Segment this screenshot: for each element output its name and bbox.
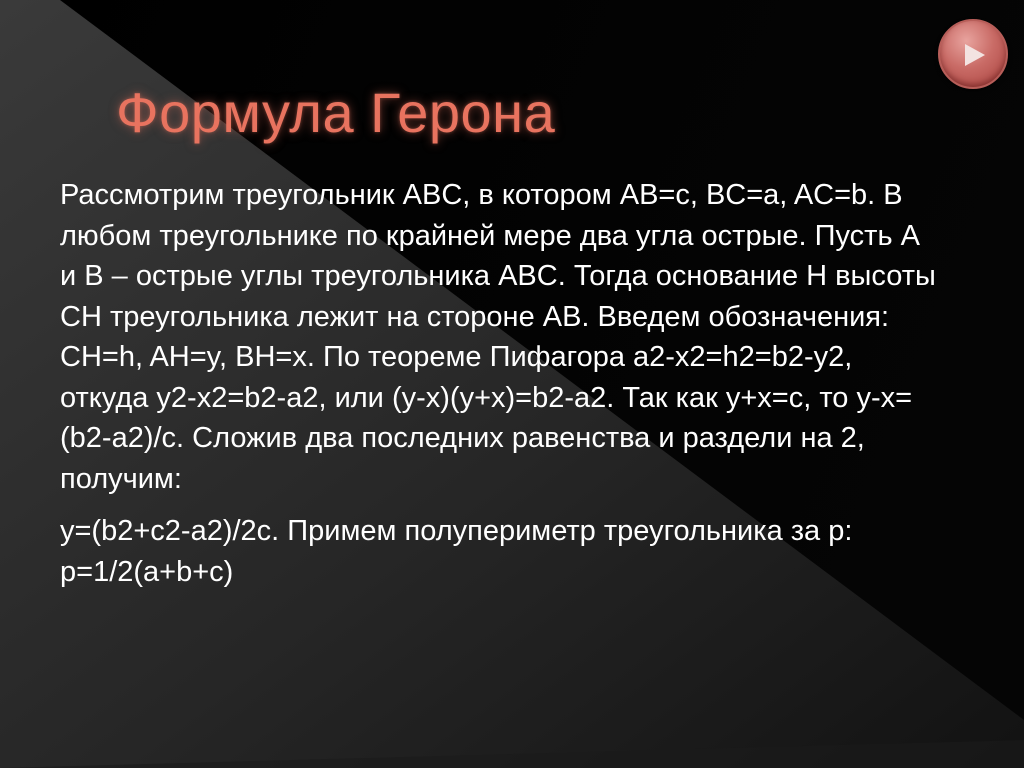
play-icon xyxy=(965,44,985,66)
body-paragraph-2: y=(b2+c2-a2)/2c. Примем полупериметр треугольника за p: p=1/2(a+b+c) xyxy=(60,515,853,588)
body-paragraph-1: Рассмотрим треугольник ABC, в котором AB=c, BC=a, AC=b. В любом треугольнике по крайней мере два угла острые. Пусть A и B – острые углы треугольника ABC. Тогда основание H высоты CH треугольника лежит на стороне AB. Введем обозначения: CH=h, AH=y, BH=x. По теореме Пифагора a2-x2=h2=b2-y2, откуда y2-x2=b2-a2, или (y-x)(y+x)=b2-a2. Так как y+x=c, то y-x=(b2-a2)/c. Сложив два последних равенства и раздели на 2, получим: xyxy=(60,179,936,495)
slide-body xyxy=(60,175,940,604)
next-slide-button[interactable] xyxy=(938,19,1008,89)
slide-title: Формула Герона xyxy=(116,81,556,144)
